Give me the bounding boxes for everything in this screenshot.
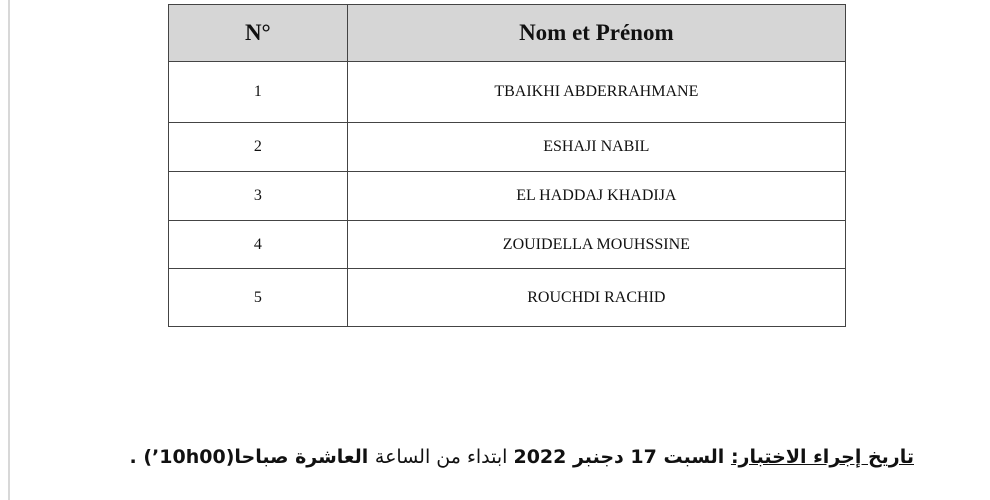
candidates-table [168,4,846,327]
exam-date-label: تاريخ إجراء الاختبار: [730,446,914,468]
row-number: 1 [169,62,348,123]
exam-date-value: السبت 17 دجنبر 2022 [513,446,731,468]
row-number: 3 [169,172,348,221]
row-number: 4 [169,221,348,269]
header-number: N° [169,5,348,62]
header-name: Nom et Prénom [347,5,845,62]
row-name: ESHAJI NABIL [347,123,845,172]
table-header-row [169,5,846,62]
row-name: ROUCHDI RACHID [347,269,845,327]
exam-date-time: العاشرة صباحا(10h00’) [143,446,375,468]
row-number: 2 [169,123,348,172]
exam-date-from: ابتداء من الساعة [374,446,514,468]
exam-date-end: . [129,446,144,468]
row-name: EL HADDAJ KHADIJA [347,172,845,221]
table-row [169,172,846,221]
table-row [169,123,846,172]
row-number: 5 [169,269,348,327]
row-name: TBAIKHI ABDERRAHMANE [347,62,845,123]
row-name: ZOUIDELLA MOUHSSINE [347,221,845,269]
table-row [169,62,846,123]
page-edge [8,0,10,500]
exam-date-line [130,446,914,468]
table-row [169,269,846,327]
table-row [169,221,846,269]
